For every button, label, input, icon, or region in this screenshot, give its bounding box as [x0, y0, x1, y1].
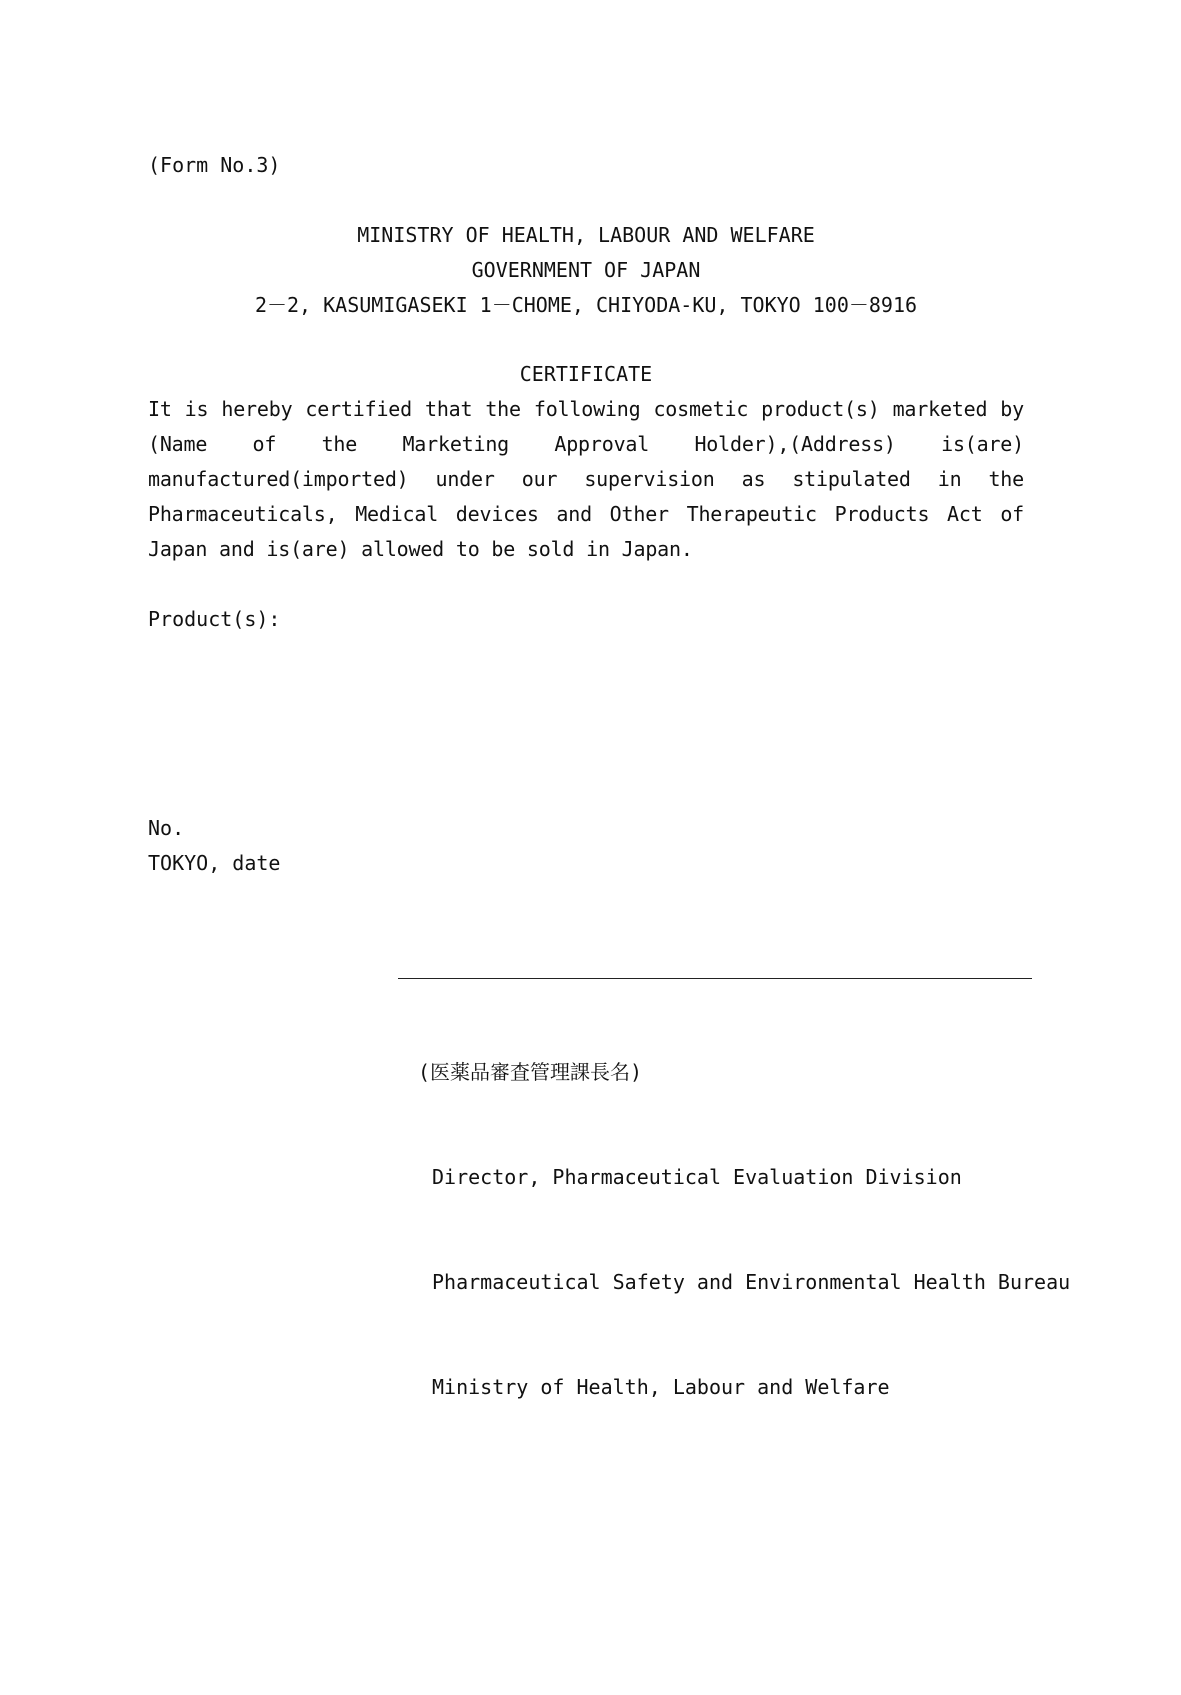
signature-line: [398, 978, 1032, 979]
signature-block: [418, 985, 1070, 1475]
certificate-title: CERTIFICATE: [519, 362, 653, 386]
number-label: No.: [148, 816, 185, 840]
signatory-title-line1: Director, Pharmaceutical Evaluation Division: [432, 1165, 962, 1189]
products-label: Product(s):: [148, 607, 281, 631]
form-number: (Form No.3): [148, 153, 281, 177]
signatory-name-placeholder: (医薬品審査管理課長名): [418, 1060, 643, 1084]
signatory-title-line2: Pharmaceutical Safety and Environmental Health Bureau: [432, 1270, 1071, 1294]
government-name: GOVERNMENT OF JAPAN: [471, 258, 701, 282]
ministry-name: MINISTRY OF HEALTH, LABOUR AND WELFARE: [357, 223, 815, 247]
certificate-body: It is hereby certified that the following cosmetic product(s) marketed by (Name of the Marketing Approval Holder),(Address) is(are) manufactured(imported) under our supervision as stipulated in the Pharmaceuticals, Medical devices and Other Therapeutic Products Act of Japan and is(are) allowed to be sold in Japan.: [148, 397, 1024, 561]
signatory-title-line3: Ministry of Health, Labour and Welfare: [432, 1375, 890, 1399]
place-date: TOKYO, date: [148, 851, 281, 875]
ministry-address: 2－2, KASUMIGASEKI 1－CHOME, CHIYODA-KU, TOKYO 100－8916: [254, 293, 918, 317]
